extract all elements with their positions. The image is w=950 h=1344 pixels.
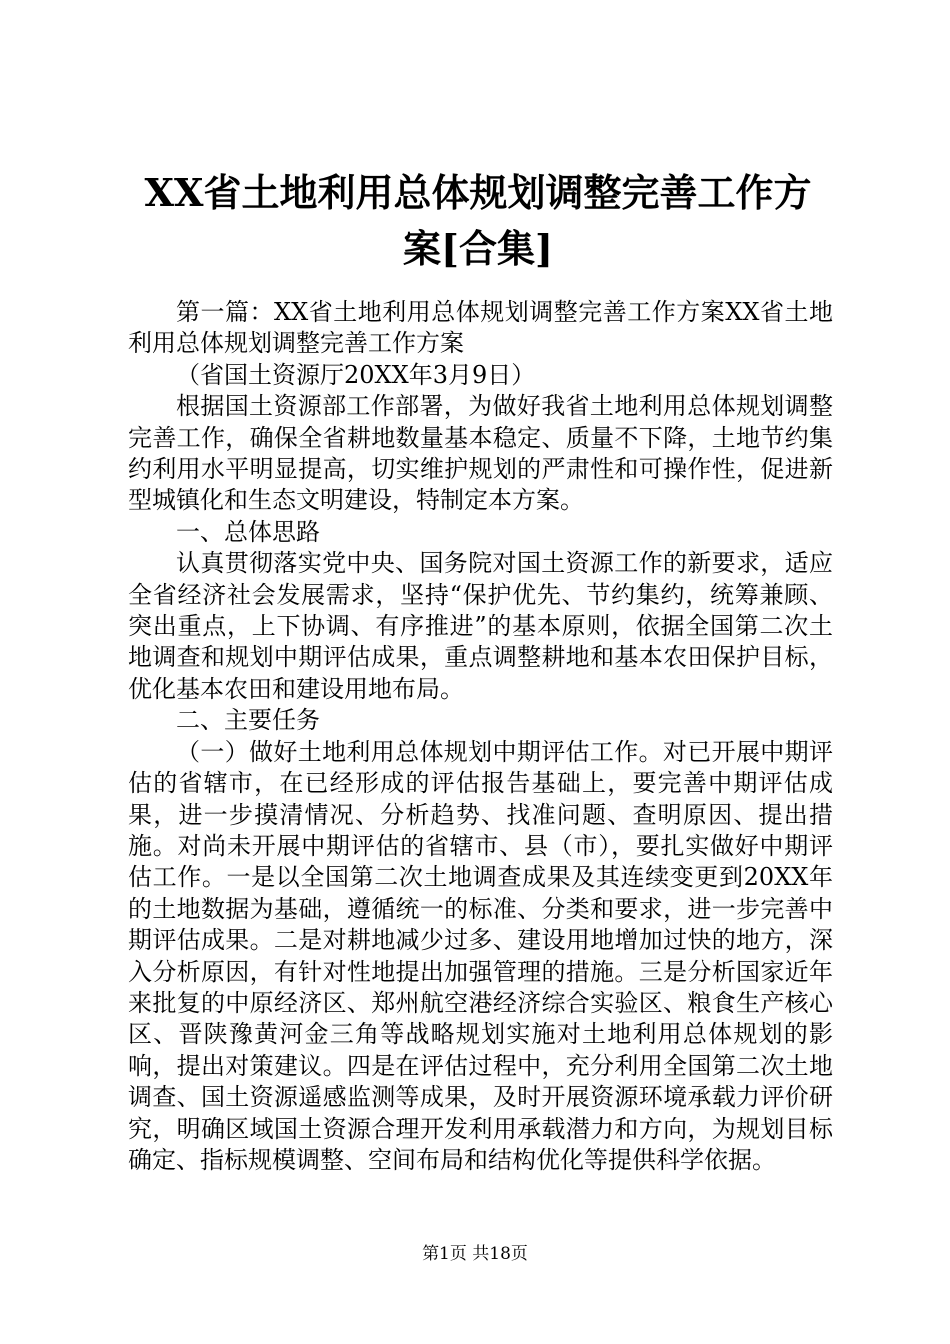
section-heading-main-tasks: 二、主要任务 xyxy=(176,706,320,735)
document-title: XX省土地利用总体规划调整完善工作方案[合集] xyxy=(144,170,812,271)
paragraph-issuer-date: （省国土资源厅20XX年3月9日） xyxy=(176,360,536,389)
document-body xyxy=(128,297,833,1176)
section-heading-overall-approach: 一、总体思路 xyxy=(176,517,320,546)
page-number-footer: 第1页 共18页 xyxy=(422,1244,528,1264)
paragraph-intro: 第一篇：XX省土地利用总体规划调整完善工作方案XX省土地利用总体规划调整完善工作方案 xyxy=(128,298,833,358)
paragraph-overall-approach: 认真贯彻落实党中央、国务院对国土资源工作的新要求，适应全省经济社会发展需求，坚持“保护优先、节约集约，统筹兼顾、突出重点，上下协调、有序推进”的基本原则，依据全国第二次土地调查和规划中期评估成果，重点调整耕地和基本农田保护目标，优化基本农田和建设用地布局。 xyxy=(128,549,833,703)
paragraph-purpose: 根据国土资源部工作部署，为做好我省土地利用总体规划调整完善工作，确保全省耕地数量基本稳定、质量不下降，土地节约集约利用水平明显提高，切实维护规划的严肃性和可操作性，促进新型城镇化和生态文明建设，特制定本方案。 xyxy=(128,392,833,515)
paragraph-task-one: （一）做好土地利用总体规划中期评估工作。对已开展中期评估的省辖市，在已经形成的评估报告基础上，要完善中期评估成果，进一步摸清情况、分析趋势、找准问题、查明原因、提出措施。对尚未开展中期评估的省辖市、县（市），要扎实做好中期评估工作。一是以全国第二次土地调查成果及其连续变更到20XX年的土地数据为基础，遵循统一的标准、分类和要求，进一步完善中期评估成果。二是对耕地减少过多、建设用地增加过快的地方，深入分析原因，有针对性地提出加强管理的措施。三是分析国家近年来批复的中原经济区、郑州航空港经济综合实验区、粮食生产核心区、晋陕豫黄河金三角等战略规划实施对土地利用总体规划的影响，提出对策建议。四是在评估过程中，充分利用全国第二次土地调查、国土资源遥感监测等成果，及时开展资源环境承载力评价研究，明确区域国土资源合理开发利用承载潜力和方向，为规划目标确定、指标规模调整、空间布局和结构优化等提供科学依据。 xyxy=(128,737,833,1174)
